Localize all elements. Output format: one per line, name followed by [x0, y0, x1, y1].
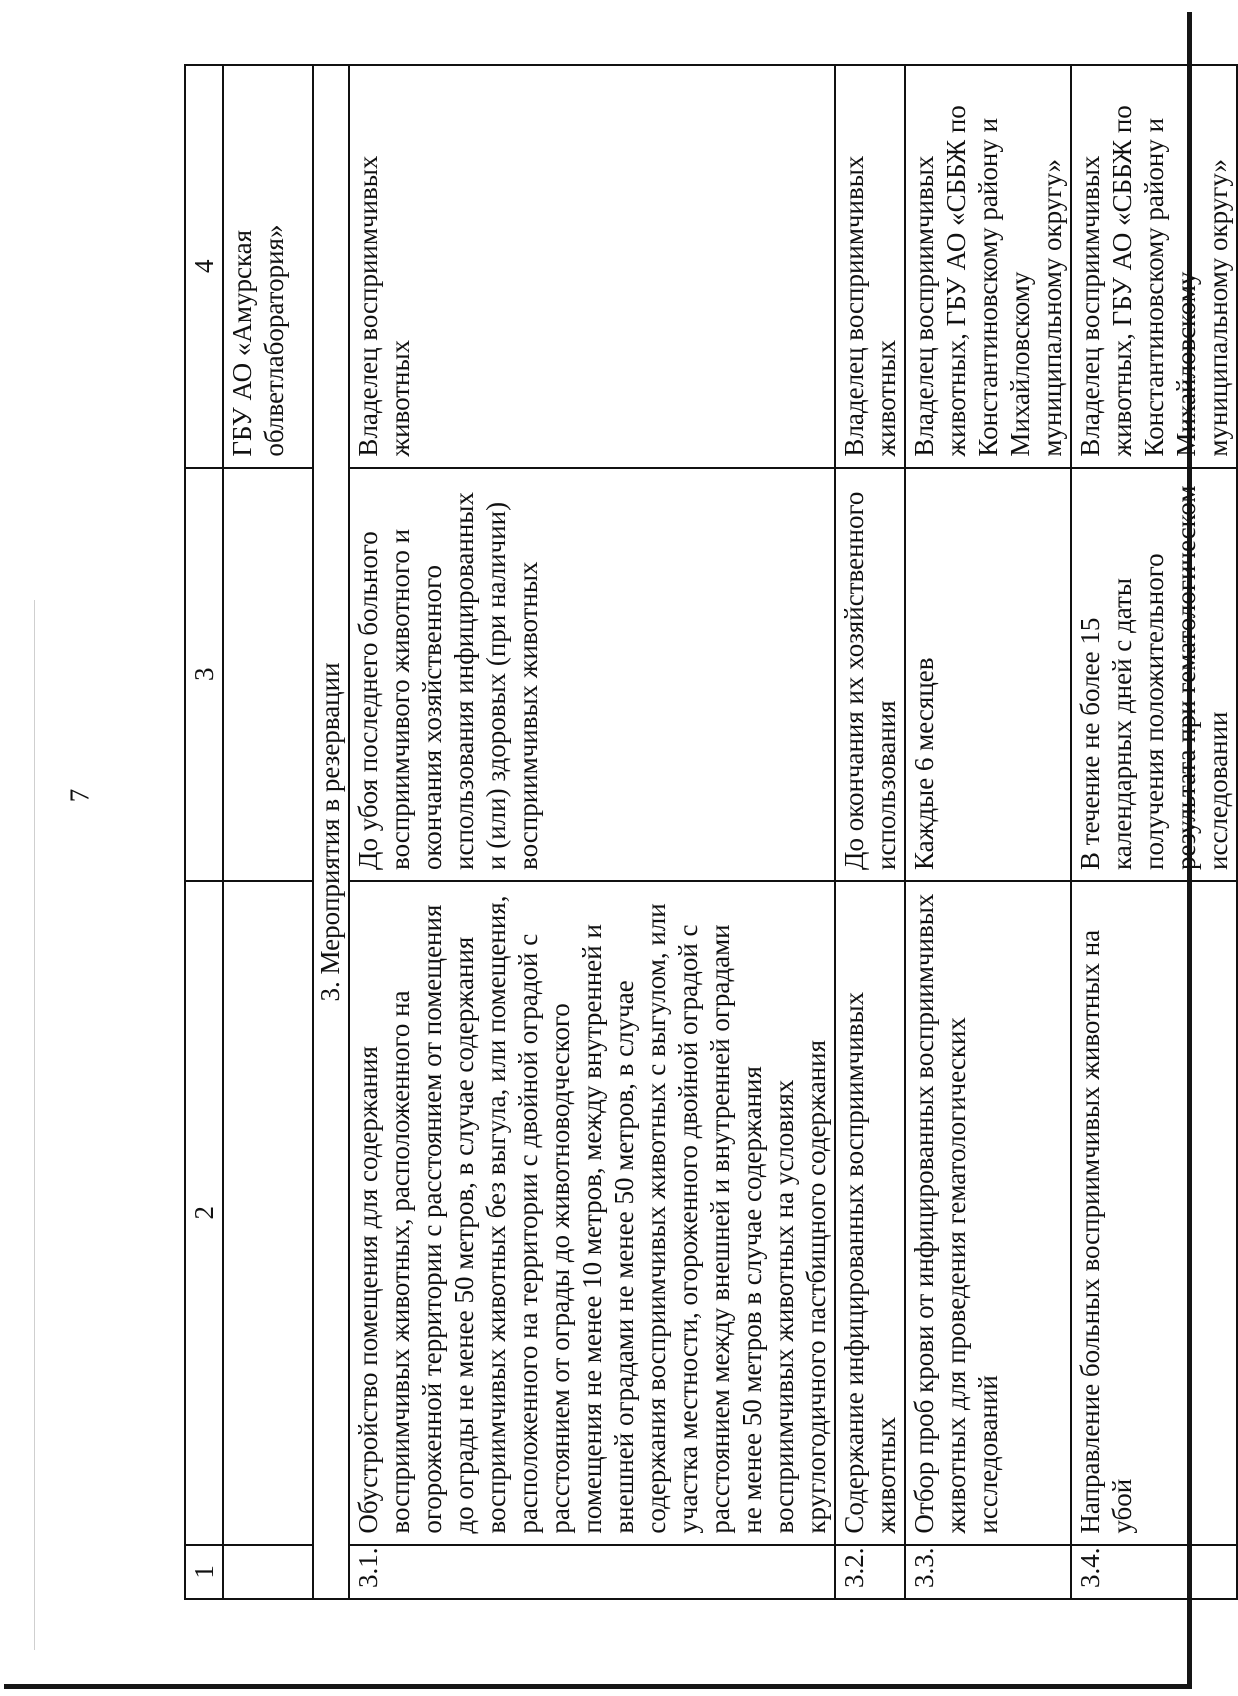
measures-table: [184, 64, 1238, 1600]
term-cell: До убоя последнего больного восприимчивого животного и окончания хозяйственного использования инфицированных и (или) здоровых (при наличии) восприимчивых животных: [349, 468, 835, 881]
row-number: 3.1.: [349, 1545, 835, 1599]
document-area: [184, 64, 1233, 1600]
header-cell-3: 3: [185, 468, 223, 881]
responsible-cell: Владелец восприимчивых животных: [349, 65, 835, 468]
table-header-row: [185, 65, 223, 1599]
scan-artifact-line: [34, 600, 35, 1650]
measure-cell: Направление больных восприимчивых животных на убой: [1071, 881, 1237, 1545]
header-cell-4: 4: [185, 65, 223, 468]
responsible-cell: Владелец восприимчивых животных, ГБУ АО «СББЖ по Константиновскому району и Михайловскому муниципальному округу»: [1071, 65, 1237, 468]
header-cell-1: 1: [185, 1545, 223, 1599]
responsible-cell: Владелец восприимчивых животных, ГБУ АО «СББЖ по Константиновскому району и Михайловскому муниципальному округу»: [905, 65, 1071, 468]
continued-cell-3: [223, 468, 313, 881]
continued-cell-2: [223, 881, 313, 1545]
responsible-cell: Владелец восприимчивых животных: [835, 65, 905, 468]
section-title: 3. Мероприятия в резервации: [313, 65, 349, 1599]
measure-cell: Обустройство помещения для содержания восприимчивых животных, расположенного на огороженной территории с расстоянием от помещения до ограды не менее 50 метров, в случае содержания восприимчивых животных без выгула, или помещения, расположенного на территории с двойной оградой с расстоянием от ограды до животноводческого помещения не менее 10 метров, между внутренней и внешней оградами не менее 50 метров, в случае содержания восприимчивых животных с выгулом, или участка местности, огороженного двойной оградой с расстоянием между внешней и внутренней оградами не менее 50 метров в случае содержания восприимчивых животных на условиях круглогодичного пастбищного содержания: [349, 881, 835, 1545]
table-row: [835, 65, 905, 1599]
term-cell: Каждые 6 месяцев: [905, 468, 1071, 881]
table-row: [1071, 65, 1237, 1599]
row-number: 3.4.: [1071, 1545, 1237, 1599]
measure-cell: Отбор проб крови от инфицированных восприимчивых животных для проведения гематологических исследований: [905, 881, 1071, 1545]
continued-cell-4: ГБУ АО «Амурская облветлаборатория»: [223, 65, 313, 468]
measure-cell: Содержание инфицированных восприимчивых животных: [835, 881, 905, 1545]
row-number: 3.3.: [905, 1545, 1071, 1599]
row-number: 3.2.: [835, 1545, 905, 1599]
term-cell: В течение не более 15 календарных дней с даты получения положительного результата при гематологическом исследовании: [1071, 468, 1237, 881]
term-cell: До окончания их хозяйственного использования: [835, 468, 905, 881]
table-row: [905, 65, 1071, 1599]
page-number: 7: [64, 788, 95, 803]
continued-cell-1: [223, 1545, 313, 1599]
table-row: [349, 65, 835, 1599]
header-cell-2: 2: [185, 881, 223, 1545]
section-title-row: [313, 65, 349, 1599]
continued-row: [223, 65, 313, 1599]
page-border-bottom: [4, 1684, 1192, 1689]
rotated-table-container: [184, 64, 1233, 1600]
